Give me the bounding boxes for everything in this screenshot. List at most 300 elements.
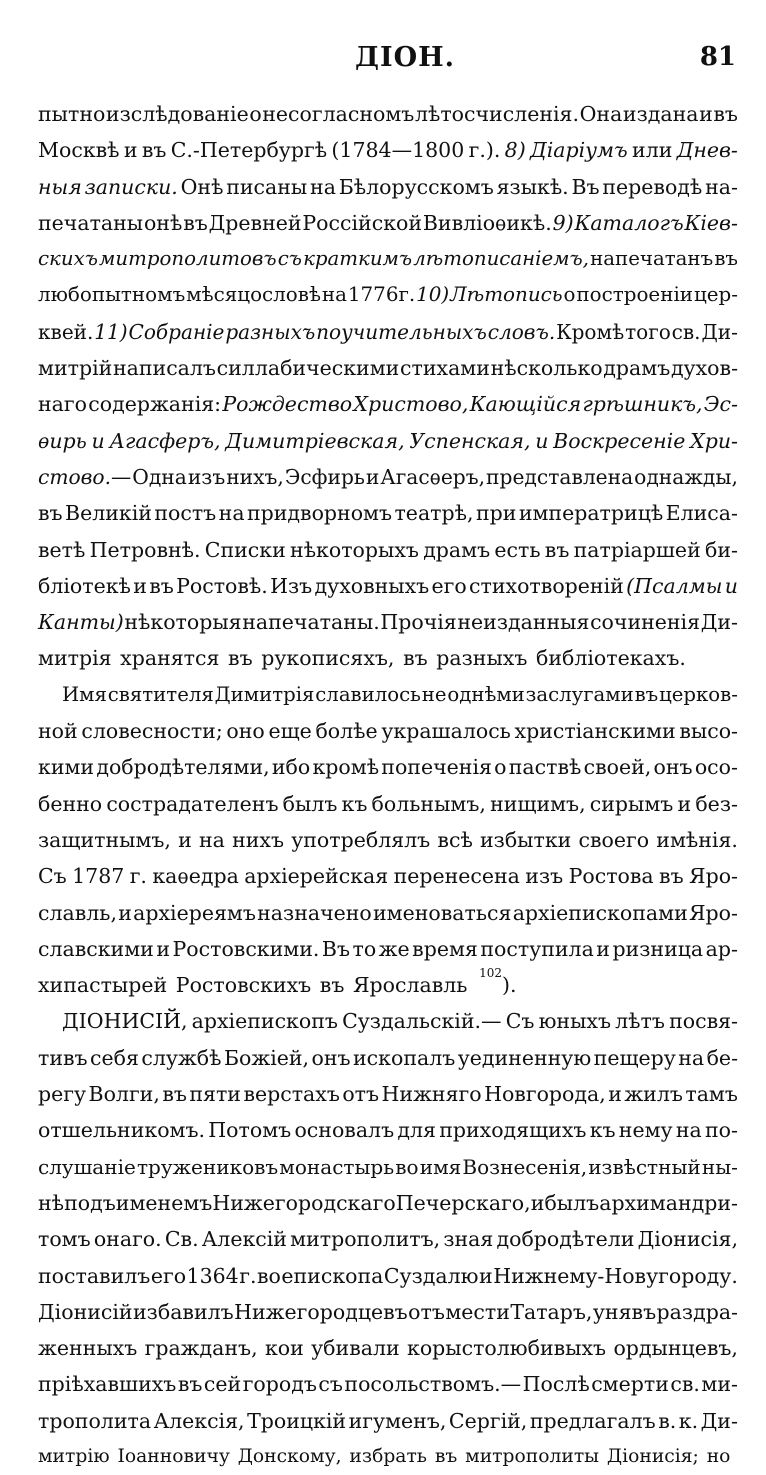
word: же bbox=[378, 936, 410, 961]
word: Онѣ bbox=[180, 174, 224, 199]
word: женныхъ bbox=[38, 1336, 138, 1361]
word: поставилъ bbox=[38, 1263, 151, 1288]
word: но bbox=[706, 1445, 731, 1467]
paragraph bbox=[38, 96, 738, 677]
word: и bbox=[133, 573, 147, 598]
word: еще bbox=[268, 719, 312, 744]
word-text: ). bbox=[502, 973, 517, 998]
word: добродѣтелями, bbox=[96, 755, 270, 780]
word: оно bbox=[226, 719, 265, 744]
word: на bbox=[218, 501, 245, 526]
word: монастырь bbox=[279, 1154, 395, 1179]
word: въ bbox=[141, 138, 167, 163]
word: въ bbox=[634, 682, 659, 706]
word: нищимъ, bbox=[490, 791, 586, 816]
word: въ bbox=[319, 973, 345, 998]
word: нѣкоторыя bbox=[124, 610, 242, 635]
word: ми- bbox=[701, 1372, 738, 1397]
word: въ bbox=[403, 646, 428, 671]
word: и bbox=[596, 936, 610, 961]
word: архимандри- bbox=[599, 1190, 738, 1215]
word: ѳирь bbox=[38, 428, 87, 453]
word: Въ bbox=[321, 936, 351, 961]
word: и bbox=[535, 428, 549, 453]
word: пяти bbox=[189, 1082, 241, 1107]
word: мести bbox=[445, 1299, 510, 1324]
word: Нижегородцевъ bbox=[234, 1299, 408, 1324]
word: Потомъ bbox=[208, 1118, 292, 1143]
word: своей, bbox=[583, 755, 652, 780]
word: томъ bbox=[38, 1227, 91, 1252]
word: Божіей, bbox=[223, 1045, 310, 1070]
word: корыстолюбивыхъ bbox=[407, 1336, 607, 1361]
running-title: ДІОН. bbox=[355, 42, 456, 73]
word: Бѣлорусскомъ bbox=[338, 174, 494, 199]
word: драмъ bbox=[423, 537, 491, 562]
word: С.-Петербургѣ bbox=[170, 138, 328, 163]
word: Кающійся bbox=[469, 392, 582, 417]
word: слушаніе bbox=[38, 1154, 136, 1179]
word: кими bbox=[38, 755, 95, 780]
word: посвя- bbox=[669, 1009, 738, 1034]
word: Собраніе bbox=[128, 319, 225, 344]
word: Діонисія; bbox=[606, 1445, 699, 1467]
word: Ди- bbox=[700, 1408, 738, 1433]
word: имѣнія. bbox=[656, 827, 738, 852]
word: Она bbox=[579, 102, 623, 126]
word: къ bbox=[589, 1118, 616, 1143]
word: Діонисій bbox=[38, 1299, 133, 1324]
word: архіепископъ bbox=[191, 1009, 338, 1034]
word: во bbox=[395, 1154, 419, 1179]
word: себя bbox=[90, 1045, 139, 1070]
word: защитнымъ, bbox=[38, 827, 171, 852]
word: есть bbox=[494, 537, 541, 562]
word: съ bbox=[277, 247, 302, 271]
word: онѣ bbox=[143, 210, 183, 235]
word: митрія bbox=[38, 646, 112, 671]
word: Ростова bbox=[568, 864, 654, 889]
word: ной bbox=[38, 719, 78, 744]
word: квей. bbox=[38, 319, 94, 344]
text-line bbox=[38, 858, 738, 894]
word: онъ bbox=[653, 755, 693, 780]
text-line bbox=[38, 241, 738, 277]
word: краткимъ bbox=[303, 247, 413, 271]
word: сострадателенъ bbox=[106, 791, 279, 816]
word: пытно bbox=[38, 102, 106, 126]
word: въ bbox=[659, 864, 684, 889]
word: на bbox=[678, 1045, 705, 1070]
word: лѣтосчисленія. bbox=[414, 102, 580, 126]
word: болѣе bbox=[315, 719, 378, 744]
text-line bbox=[38, 895, 738, 931]
word: записки. bbox=[84, 174, 178, 199]
word: и bbox=[365, 464, 380, 489]
word: Суздальскій.— bbox=[342, 1009, 502, 1034]
word: трополита bbox=[38, 1408, 152, 1433]
word: Ярославль bbox=[353, 973, 468, 998]
word: хипастырей bbox=[38, 973, 168, 998]
word: Въ bbox=[571, 174, 600, 199]
word: былъ bbox=[282, 791, 338, 816]
word: нихъ, bbox=[226, 464, 284, 489]
word: Вознесенія, bbox=[462, 1154, 588, 1179]
word: имя bbox=[419, 1154, 462, 1179]
word: не bbox=[421, 682, 447, 706]
word: Елиса- bbox=[665, 501, 738, 526]
word: назначено bbox=[257, 900, 372, 925]
word: смерти bbox=[591, 1372, 669, 1397]
word: въ bbox=[713, 102, 738, 126]
word: Днев- bbox=[676, 138, 738, 163]
word: мѣсяцословѣ bbox=[186, 283, 321, 307]
text-line bbox=[38, 1221, 738, 1257]
word: онаго. bbox=[93, 1227, 162, 1252]
word: ныя bbox=[38, 174, 82, 199]
word: во bbox=[256, 1263, 281, 1288]
word: славилось bbox=[315, 682, 421, 706]
word: 1364 bbox=[186, 1263, 239, 1288]
word: театрѣ, bbox=[394, 501, 474, 526]
word: поступила bbox=[480, 936, 594, 961]
word: митрію bbox=[38, 1445, 110, 1467]
word: то bbox=[352, 936, 377, 961]
word: Кіев- bbox=[684, 210, 738, 235]
word: ибо bbox=[271, 755, 311, 780]
word: Рождество bbox=[222, 392, 353, 417]
word: Донскому, bbox=[237, 1445, 342, 1467]
word: украшалось bbox=[381, 719, 511, 744]
word: архіепископами bbox=[512, 900, 688, 925]
word: и bbox=[156, 936, 170, 961]
word: въ bbox=[183, 210, 208, 235]
word: епископа bbox=[281, 1263, 384, 1288]
word: больнымъ, bbox=[371, 791, 486, 816]
word: Ростовскими. bbox=[172, 936, 320, 961]
text-line bbox=[38, 1403, 738, 1439]
word: и bbox=[479, 1263, 493, 1288]
word: перенесена bbox=[393, 864, 520, 889]
word: (1784—1800 bbox=[331, 138, 465, 163]
word: Димитрія bbox=[214, 682, 315, 706]
word: 8) bbox=[504, 138, 526, 163]
text-line bbox=[38, 1149, 738, 1185]
word: словъ. bbox=[487, 319, 556, 344]
word: без- bbox=[695, 791, 738, 816]
word: Съ bbox=[38, 864, 67, 889]
word: напечатанъ bbox=[590, 247, 714, 271]
word: сей bbox=[203, 1372, 242, 1397]
word: городъ bbox=[242, 1372, 317, 1397]
word: о bbox=[563, 283, 576, 307]
word: Діонисія, bbox=[637, 1227, 738, 1252]
page-number: 81 bbox=[699, 42, 736, 72]
word: Одна bbox=[132, 464, 187, 489]
word: силлабическими bbox=[216, 356, 400, 381]
word: драмъ bbox=[603, 356, 671, 381]
word: избытки bbox=[480, 827, 572, 852]
word: основалъ bbox=[294, 1118, 395, 1143]
word: кромѣ bbox=[312, 755, 380, 780]
word: и bbox=[699, 102, 713, 126]
word: Св. bbox=[164, 1227, 199, 1252]
text-line bbox=[38, 568, 738, 604]
word: Ростовѣ. bbox=[176, 573, 268, 598]
word: 1787 bbox=[72, 864, 125, 889]
word: напечатаны. bbox=[242, 610, 380, 635]
word: церков- bbox=[659, 682, 738, 706]
word: написалъ bbox=[112, 356, 216, 381]
word: въ bbox=[714, 247, 738, 271]
word: всѣ bbox=[437, 827, 473, 852]
word: представлена bbox=[486, 464, 634, 489]
word: Димитріевская, bbox=[225, 428, 405, 453]
word: грѣшникъ, bbox=[582, 392, 703, 417]
word: зная bbox=[443, 1227, 494, 1252]
word: посольствомъ.— bbox=[344, 1372, 522, 1397]
word: ветѣ bbox=[38, 537, 86, 562]
word: и bbox=[724, 573, 738, 598]
word: издана bbox=[622, 102, 699, 126]
word: кои bbox=[264, 1336, 304, 1361]
word: время bbox=[412, 936, 478, 961]
word: употреблялъ bbox=[291, 827, 431, 852]
word: ризница bbox=[612, 936, 704, 961]
word: верстахъ bbox=[243, 1082, 340, 1107]
word: несогласномъ bbox=[262, 102, 415, 126]
word: высо- bbox=[679, 719, 738, 744]
word: осо- bbox=[694, 755, 738, 780]
word: пещеру bbox=[593, 1045, 676, 1070]
word: пріѣхавшихъ bbox=[38, 1372, 177, 1397]
word: славль, bbox=[38, 900, 117, 925]
word: Ди- bbox=[701, 319, 738, 344]
text-line bbox=[38, 1258, 738, 1294]
word: Іоанновичу bbox=[117, 1445, 230, 1467]
word: Печерскаго, bbox=[395, 1190, 531, 1215]
word: паствѣ bbox=[508, 755, 582, 780]
word: отшельникомъ. bbox=[38, 1118, 206, 1143]
word: однѣми bbox=[447, 682, 525, 706]
word: на bbox=[675, 1118, 702, 1143]
word: отъ bbox=[408, 1299, 445, 1324]
word: Москвѣ bbox=[38, 138, 120, 163]
word: по- bbox=[705, 1118, 738, 1143]
word: неизданныя bbox=[457, 610, 590, 635]
word: Россійской bbox=[302, 210, 423, 235]
word: к. bbox=[678, 1408, 699, 1433]
word: Суздалю bbox=[383, 1263, 479, 1288]
word: тружениковъ bbox=[136, 1154, 279, 1179]
word: ископалъ bbox=[353, 1045, 456, 1070]
word: убивали bbox=[311, 1336, 400, 1361]
word: раздра- bbox=[656, 1299, 738, 1324]
word: митрополиты bbox=[465, 1445, 600, 1467]
word: предлагалъ bbox=[529, 1408, 656, 1433]
word: тивъ bbox=[38, 1045, 88, 1070]
word bbox=[476, 967, 516, 1003]
word: митрій bbox=[38, 356, 113, 381]
word: службѣ bbox=[141, 1045, 222, 1070]
word: Эс- bbox=[703, 392, 738, 417]
word: въ bbox=[149, 573, 174, 598]
word: и bbox=[608, 1082, 622, 1107]
word: или bbox=[632, 138, 673, 163]
word: для bbox=[397, 1118, 436, 1143]
text-line bbox=[38, 314, 738, 350]
word: ар- bbox=[705, 936, 738, 961]
paragraph bbox=[38, 1003, 738, 1475]
word: наго bbox=[38, 392, 87, 417]
text-line bbox=[38, 822, 738, 858]
word: гражданъ, bbox=[144, 1336, 258, 1361]
word: заслугами bbox=[525, 682, 634, 706]
word: на- bbox=[705, 174, 738, 199]
word: тамъ bbox=[685, 1082, 738, 1107]
word: нему bbox=[618, 1118, 673, 1143]
word: г.). bbox=[468, 138, 501, 163]
word: хранятся bbox=[120, 646, 220, 671]
word: добродѣтели bbox=[496, 1227, 635, 1252]
text-line bbox=[38, 1366, 738, 1402]
word: би- bbox=[704, 537, 738, 562]
word: митрополитовъ bbox=[99, 247, 277, 271]
word: языкѣ. bbox=[496, 174, 569, 199]
text-line bbox=[38, 1294, 738, 1330]
word: цер- bbox=[693, 283, 738, 307]
word: Древней bbox=[208, 210, 302, 235]
word: Прочія bbox=[380, 610, 457, 635]
word: 10) bbox=[416, 283, 450, 307]
word: уединенную bbox=[457, 1045, 592, 1070]
page-header bbox=[0, 42, 766, 82]
text-line bbox=[38, 677, 738, 713]
word: лѣтъ bbox=[615, 1009, 665, 1034]
word: духов- bbox=[670, 356, 738, 381]
word: его bbox=[431, 573, 467, 598]
word: лѣтописаніемъ, bbox=[413, 247, 589, 271]
word: постъ bbox=[154, 501, 217, 526]
word: и bbox=[91, 428, 105, 453]
word: изъ bbox=[187, 464, 226, 489]
word: изъ bbox=[525, 864, 564, 889]
word: разныхъ bbox=[436, 646, 528, 671]
text-line bbox=[38, 1003, 738, 1039]
word: на bbox=[199, 827, 225, 852]
word: Яро- bbox=[689, 864, 738, 889]
word: архіерейская bbox=[244, 864, 389, 889]
word: именоваться bbox=[373, 900, 512, 925]
word: Каталогъ bbox=[574, 210, 684, 235]
word: г. bbox=[129, 864, 147, 889]
word: Успенская, bbox=[409, 428, 531, 453]
text-line bbox=[38, 1040, 738, 1076]
word: въ bbox=[162, 1082, 187, 1107]
text-line bbox=[38, 96, 738, 132]
word: архіереямъ bbox=[133, 900, 256, 925]
word: рукописяхъ, bbox=[261, 646, 395, 671]
word: стихами bbox=[400, 356, 490, 381]
word: любопытномъ bbox=[38, 283, 186, 307]
word: въ bbox=[38, 501, 63, 526]
word: на bbox=[310, 174, 336, 199]
word: изслѣдованіе bbox=[105, 102, 249, 126]
text-line bbox=[38, 169, 738, 205]
word: подъ bbox=[64, 1190, 116, 1215]
word: г. bbox=[239, 1263, 257, 1288]
word: славскими bbox=[38, 936, 154, 961]
word: императрицѣ bbox=[518, 501, 664, 526]
word: своего bbox=[578, 827, 650, 852]
word: Нижнему-Новугороду. bbox=[493, 1263, 738, 1288]
word: о bbox=[494, 755, 507, 780]
word: на bbox=[321, 283, 347, 307]
word: и bbox=[178, 827, 192, 852]
text-line bbox=[38, 495, 738, 531]
word: Христово, bbox=[353, 392, 469, 417]
text-line bbox=[38, 423, 738, 459]
word: придворномъ bbox=[246, 501, 393, 526]
word: въ bbox=[177, 1372, 203, 1397]
text-line bbox=[38, 1076, 738, 1112]
word: былъ bbox=[544, 1190, 600, 1215]
word: бенно bbox=[38, 791, 103, 816]
word: отъ bbox=[342, 1082, 380, 1107]
word: Петровнѣ. bbox=[89, 537, 201, 562]
word: Нижегородскаго bbox=[212, 1190, 396, 1215]
text-line bbox=[38, 786, 738, 822]
word: Лѣтопись bbox=[450, 283, 563, 307]
word: Сергій, bbox=[448, 1408, 528, 1433]
word: Нижняго bbox=[381, 1082, 482, 1107]
word: переводѣ bbox=[602, 174, 703, 199]
word: разныхъ bbox=[225, 319, 316, 344]
word: Канты) bbox=[38, 610, 124, 635]
word: стихотвореній bbox=[469, 573, 624, 598]
word: Ди- bbox=[700, 610, 738, 635]
word: Алексій bbox=[201, 1227, 287, 1252]
word: и bbox=[123, 138, 138, 163]
word: именемъ bbox=[115, 1190, 213, 1215]
word: въ bbox=[434, 1445, 458, 1467]
word: Великій bbox=[65, 501, 152, 526]
word: избавилъ bbox=[133, 1299, 234, 1324]
text-line bbox=[38, 1112, 738, 1148]
word: нѣ bbox=[38, 1190, 65, 1215]
word: Троицкій bbox=[247, 1408, 347, 1433]
footnote-ref: 102 bbox=[479, 966, 502, 981]
word: Списки bbox=[204, 537, 286, 562]
word: онъ bbox=[311, 1045, 351, 1070]
word: 1776г. bbox=[347, 283, 416, 307]
word: нѣкоторыхъ bbox=[290, 537, 419, 562]
word: писаны bbox=[226, 174, 308, 199]
word: ны- bbox=[701, 1154, 738, 1179]
body-text bbox=[38, 96, 738, 1475]
word: 9) bbox=[552, 210, 574, 235]
word: однажды, bbox=[634, 464, 738, 489]
word: нѣсколько bbox=[490, 356, 603, 381]
word: сочиненія bbox=[590, 610, 701, 635]
word: нихъ bbox=[232, 827, 285, 852]
word: поучительныхъ bbox=[316, 319, 487, 344]
word: сирымъ bbox=[589, 791, 674, 816]
text-line bbox=[38, 931, 738, 967]
word: бе- bbox=[706, 1045, 738, 1070]
text-line bbox=[38, 1185, 738, 1221]
word: унявъ bbox=[592, 1299, 657, 1324]
